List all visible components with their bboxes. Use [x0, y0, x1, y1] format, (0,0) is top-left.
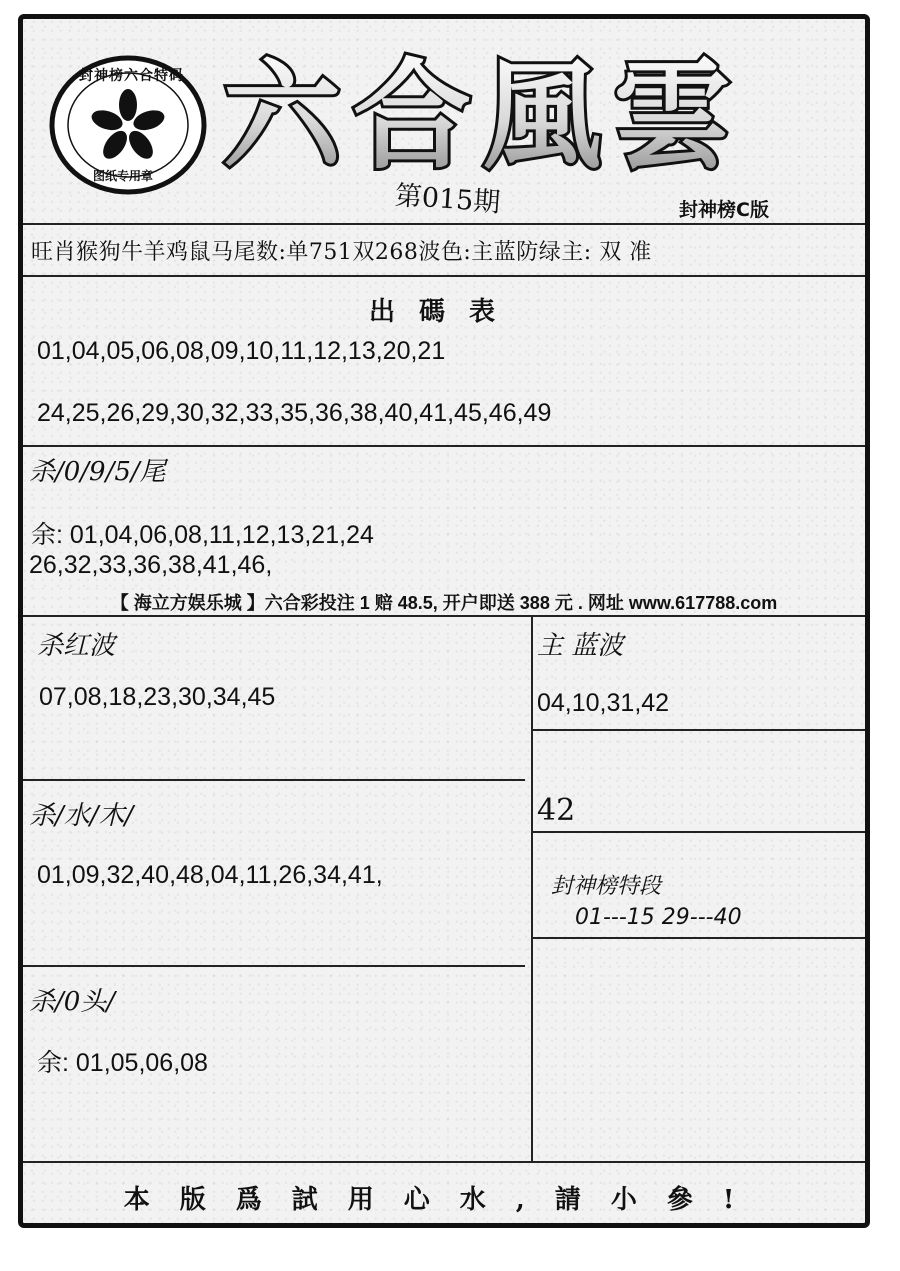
divider	[531, 831, 865, 833]
column-divider	[531, 615, 533, 1161]
info-line: 旺肖猴狗牛羊鸡鼠马尾数:单751双268波色:主蓝防绿主: 双 准	[31, 240, 652, 265]
seal-subtext: 图纸专用章	[93, 169, 154, 183]
ad-banner: 【 海立方娱乐城 】六合彩投注 1 赔 48.5, 开户即送 388 元 . 网址 www.617788.com	[110, 593, 778, 613]
footer-note: 本版爲試用心水,請小參!	[123, 1185, 765, 1215]
divider	[23, 965, 525, 967]
seal-text: 封神榜六合特码	[79, 68, 184, 84]
divider	[23, 615, 865, 617]
kill-head-label: 杀/0头/	[29, 987, 116, 1017]
divider	[23, 1161, 865, 1163]
divider	[531, 729, 865, 731]
chart-row-1: 01,04,05,06,08,09,10,11,12,13,20,21	[37, 337, 446, 365]
kill-tail-rest-1: 余: 01,04,06,08,11,12,13,21,24	[31, 521, 374, 549]
divider	[23, 275, 865, 277]
kill-red-label: 杀红波	[37, 631, 116, 661]
main-blue-label: 主 蓝波	[537, 631, 624, 661]
main-blue-numbers: 04,10,31,42	[537, 689, 670, 717]
chart-row-2: 24,25,26,29,30,32,33,35,36,38,40,41,45,46,49	[37, 399, 552, 427]
kill-elements-numbers: 01,09,32,40,48,04,11,26,34,41,	[37, 861, 383, 889]
single-number: 42	[537, 793, 576, 828]
special-range-value: 01---15 29---40	[575, 905, 742, 930]
kill-tail-rest-2: 26,32,33,36,38,41,46,	[29, 551, 273, 579]
divider	[531, 937, 865, 939]
page-title	[203, 39, 843, 189]
kill-elements-label: 杀/水/木/	[29, 801, 134, 831]
kill-head-rest: 余: 01,05,06,08	[37, 1049, 208, 1077]
divider	[23, 223, 865, 225]
divider	[23, 445, 865, 447]
special-range-label: 封神榜特段	[551, 874, 662, 899]
kill-red-numbers: 07,08,18,23,30,34,45	[39, 683, 276, 711]
title-text: 六合風雲	[223, 46, 744, 185]
edition-label: 封神榜C版	[679, 199, 769, 221]
divider	[23, 779, 525, 781]
issue-number: 第015期	[393, 180, 502, 219]
kill-tail-label: 杀/0/9/5/尾	[29, 457, 166, 487]
chart-title: 出碼表	[368, 297, 519, 327]
page-frame	[18, 14, 870, 1228]
seal-stamp	[49, 55, 207, 195]
